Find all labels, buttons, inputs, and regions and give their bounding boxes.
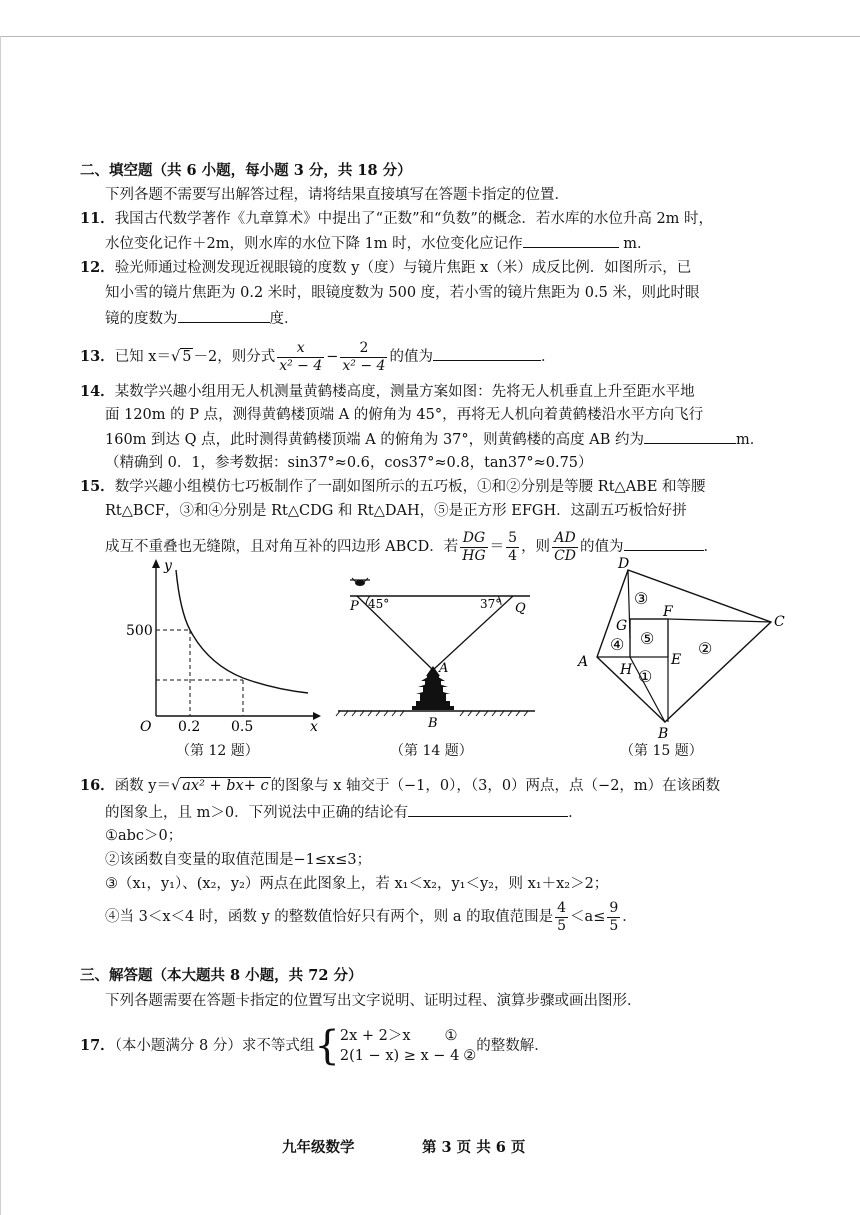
fig12-x-label: x — [310, 719, 318, 735]
q16-line2 — [105, 802, 583, 823]
q12-answer-blank[interactable] — [178, 308, 270, 323]
q16-line1 — [80, 776, 720, 796]
q16-text1a: 函数 y＝ — [114, 778, 171, 794]
scan-top-border — [0, 36, 860, 37]
q15-text1: 数学兴趣小组模仿七巧板制作了一副如图所示的五巧板，①和②分别是等腰 Rt△ABE 和等腰 — [114, 479, 706, 495]
fig15-piece-1: ① — [638, 667, 653, 686]
q16-opt4-f1-denominator: 5 — [557, 917, 567, 934]
q12-text3: 镜的度数为 — [105, 311, 178, 327]
q15-frac2-numerator: 5 — [508, 529, 518, 546]
q16-sqrt-sign: √ — [171, 778, 181, 794]
q15-line1 — [80, 477, 706, 497]
q16-radicand: ax² + bx+ c — [182, 778, 269, 794]
q13-radicand: 5 — [182, 349, 192, 365]
q11-text2: 水位变化记作＋2m，则水库的水位下降 1m 时，水位变化应记作 — [105, 236, 523, 252]
fig15-label-F: F — [663, 604, 673, 620]
fig14-label-B: B — [428, 716, 438, 731]
footer-subject: 九年级数学 — [282, 1139, 355, 1156]
q16-opt4-fraction1 — [555, 900, 568, 935]
q13-fraction1 — [277, 340, 324, 375]
q15-frac1-denominator: HG — [462, 547, 486, 564]
section2-heading: 二、填空题（共 6 小题，每小题 3 分，共 18 分） — [80, 162, 412, 179]
q13-sqrt-sign: √ — [170, 349, 181, 365]
q15-then: ，则 — [521, 539, 551, 555]
fig15-label-H: H — [620, 662, 633, 678]
q17-pre: （本小题满分 8 分）求不等式组 — [114, 1038, 315, 1054]
fig15-label-D: D — [618, 556, 630, 572]
q11-line1 — [80, 209, 713, 229]
section2-instruction: 下列各题不需要写出解答过程，请将结果直接填写在答题卡指定的位置． — [105, 187, 569, 203]
q16-text2-end: ． — [568, 805, 583, 821]
q15-text3: 成互不重叠也无缝隙，且对角互补的四边形 ABCD．若 — [105, 539, 459, 555]
q16-text1b: 的图象与 x 轴交于（−1，0），（3，0）两点，点（−2，m）在该函数 — [270, 778, 721, 794]
q13-answer-blank[interactable] — [433, 346, 541, 361]
fig12-x-tick-05: 0.5 — [231, 719, 254, 735]
q13-number: 13． — [80, 348, 115, 365]
scan-left-border — [0, 36, 1, 1215]
q14-text3: 160m 到达 Q 点，此时测得黄鹤楼顶端 A 的俯角为 37°，则黄鹤楼的高度 AB 约为 — [105, 432, 644, 448]
q14-number: 14． — [80, 383, 115, 400]
q17-inequality-1: 2x + 2＞x ① — [339, 1028, 458, 1044]
fig12-x-tick-02: 0.2 — [178, 719, 201, 735]
fig12-y-label: y — [164, 558, 172, 574]
fig14-label-A: A — [439, 661, 449, 676]
q16-option-1: ①abc＞0； — [105, 828, 183, 844]
q16-opt4-f2-numerator: 9 — [609, 899, 619, 916]
q12-line3 — [105, 308, 299, 329]
q12-text1: 验光师通过检测发现近视眼镜的度数 y（度）与镜片焦距 x（米）成反比例．如图所示，已 — [114, 260, 692, 276]
fig15-label-G: G — [616, 618, 628, 634]
section3-instruction: 下列各题需要在答题卡指定的位置写出文字说明、证明过程、演算步骤或画出图形． — [105, 993, 642, 1009]
q14-line2: 面 120m 的 P 点，测得黄鹤楼顶端 A 的俯角为 45°，再将无人机向着黄鹤楼沿水平方向飞行 — [105, 407, 704, 423]
q17-post: 的整数解． — [476, 1038, 549, 1054]
q12-line1 — [80, 258, 691, 278]
q15-fraction-dg-hg — [460, 530, 487, 565]
q15-text3b: 的值为 — [580, 539, 624, 555]
q12-number: 12． — [80, 259, 115, 276]
fig14-caption: （第 14 题） — [390, 743, 473, 759]
figure-15-diagram — [570, 556, 795, 741]
q16-opt4-fraction2 — [607, 900, 620, 935]
q15-line2: Rt△BCF，③和④分别是 Rt△CDG 和 Rt△DAH，⑤是正方形 EFGH．这副五巧板恰好拼 — [105, 503, 687, 519]
q15-frac3-numerator: AD — [552, 530, 578, 548]
q14-line1 — [80, 382, 695, 402]
q14-unit: m． — [735, 432, 765, 448]
q17-line — [80, 1024, 549, 1068]
q14-line3 — [105, 429, 764, 450]
fig12-hyperbola-curve — [176, 570, 308, 693]
figure-14-diagram — [330, 570, 545, 735]
q11-unit: m． — [618, 236, 652, 252]
q17-mark-2: ② — [463, 1048, 477, 1064]
q16-option-4 — [105, 896, 637, 938]
q13-frac2-numerator: 2 — [340, 340, 387, 358]
fig15-caption: （第 15 题） — [620, 743, 703, 759]
q13-mid: －2，则分式 — [193, 349, 276, 365]
q13-frac2-denominator: x² − 4 — [342, 357, 386, 374]
q11-number: 11． — [80, 210, 115, 227]
fig15-label-C: C — [774, 614, 785, 630]
figure-12-graph — [118, 556, 328, 736]
q12-line2: 知小雪的镜片焦距为 0.2 米时，眼镜度数为 500 度，若小雪的镜片焦距为 0.5 米，则此时眼 — [105, 285, 700, 301]
q14-line4: （精确到 0．1，参考数据：sin37°≈0.6，cos37°≈0.8，tan37°≈0.75） — [105, 455, 593, 471]
footer-page-number: 第 3 页 共 6 页 — [422, 1139, 526, 1156]
q15-frac3-denominator: CD — [554, 547, 576, 564]
q13-frac1-denominator: x² − 4 — [279, 357, 323, 374]
fig15-piece-4: ④ — [610, 635, 625, 654]
fig14-label-Q: Q — [515, 601, 526, 616]
q16-opt4-f2-denominator: 5 — [609, 917, 619, 934]
fig15-label-E: E — [671, 652, 682, 668]
fig15-label-A: A — [578, 654, 589, 670]
q13-post: 的值为 — [389, 349, 433, 365]
fig14-angle-37: 37° — [480, 597, 502, 611]
q16-opt4-end: ． — [622, 909, 637, 925]
fig15-piece-2: ② — [698, 639, 713, 658]
q16-opt4-text: ④当 3＜x＜4 时，函数 y 的整数值恰好只有两个，则 a 的取值范围是 — [105, 909, 554, 925]
q16-opt4-mid: ＜a≤ — [570, 909, 606, 925]
q15-answer-blank[interactable] — [624, 536, 704, 551]
q15-fraction-ratio — [506, 530, 519, 565]
section3-heading: 三、解答题（本大题共 8 小题，共 72 分） — [80, 967, 363, 984]
q15-frac2-denominator: 4 — [508, 547, 518, 564]
q15-equals: ＝ — [489, 539, 505, 555]
q15-number: 15． — [80, 478, 115, 495]
q13-pre: 已知 x＝ — [114, 349, 171, 365]
q16-number: 16． — [80, 777, 115, 794]
fig15-label-B: B — [658, 726, 669, 741]
q16-option-2: ②该函数自变量的取值范围是−1≤x≤3； — [105, 852, 372, 868]
fig15-piece-5: ⑤ — [640, 629, 655, 648]
q11-text1: 我国古代数学著作《九章算术》中提出了“正数”和“负数”的概念．若水库的水位升高 2m 时， — [114, 211, 714, 227]
q16-text2: 的图象上，且 m＞0．下列说法中正确的结论有 — [105, 805, 409, 821]
q13-line — [80, 337, 555, 377]
fig12-y-tick-500: 500 — [126, 623, 153, 639]
q17-mark-1: ① — [444, 1028, 458, 1044]
fig14-label-P: P — [350, 599, 359, 614]
q12-unit: 度． — [269, 311, 299, 327]
fig12-origin: O — [140, 719, 152, 735]
q16-option-3: ③（x₁，y₁）、(x₂，y₂）两点在此图象上，若 x₁＜x₂，y₁＜y₂，则 x₁＋x₂＞2； — [105, 876, 609, 892]
fig12-y-arrow — [152, 559, 160, 568]
q17-number: 17． — [80, 1037, 115, 1054]
q14-answer-blank[interactable] — [644, 429, 736, 444]
q11-line2 — [105, 233, 652, 254]
q15-frac1-numerator: DG — [460, 530, 487, 548]
q17-inequality-2: 2(1 − x) ≥ x − 4 ② — [339, 1048, 477, 1064]
q17-inequality-system — [340, 1026, 476, 1066]
drone-icon — [350, 578, 370, 586]
q11-answer-blank[interactable] — [523, 233, 619, 248]
q13-minus: − — [326, 349, 339, 365]
q17-brace: { — [314, 1023, 340, 1069]
q13-frac1-numerator: x — [277, 340, 324, 358]
q16-answer-blank[interactable] — [408, 802, 568, 817]
fig12-caption: （第 12 题） — [176, 743, 259, 759]
q13-end: ． — [540, 349, 556, 365]
q14-text1: 某数学兴趣小组用无人机测量黄鹤楼高度，测量方案如图：先将无人机垂直上升至距水平地 — [114, 384, 695, 400]
q15-end: ． — [703, 539, 718, 555]
q16-opt4-f1-numerator: 4 — [557, 899, 567, 916]
fig15-piece-3: ③ — [634, 589, 649, 608]
fig14-angle-45: 45° — [368, 597, 390, 611]
q13-fraction2 — [340, 340, 387, 375]
fig15-line-FC — [668, 619, 771, 622]
